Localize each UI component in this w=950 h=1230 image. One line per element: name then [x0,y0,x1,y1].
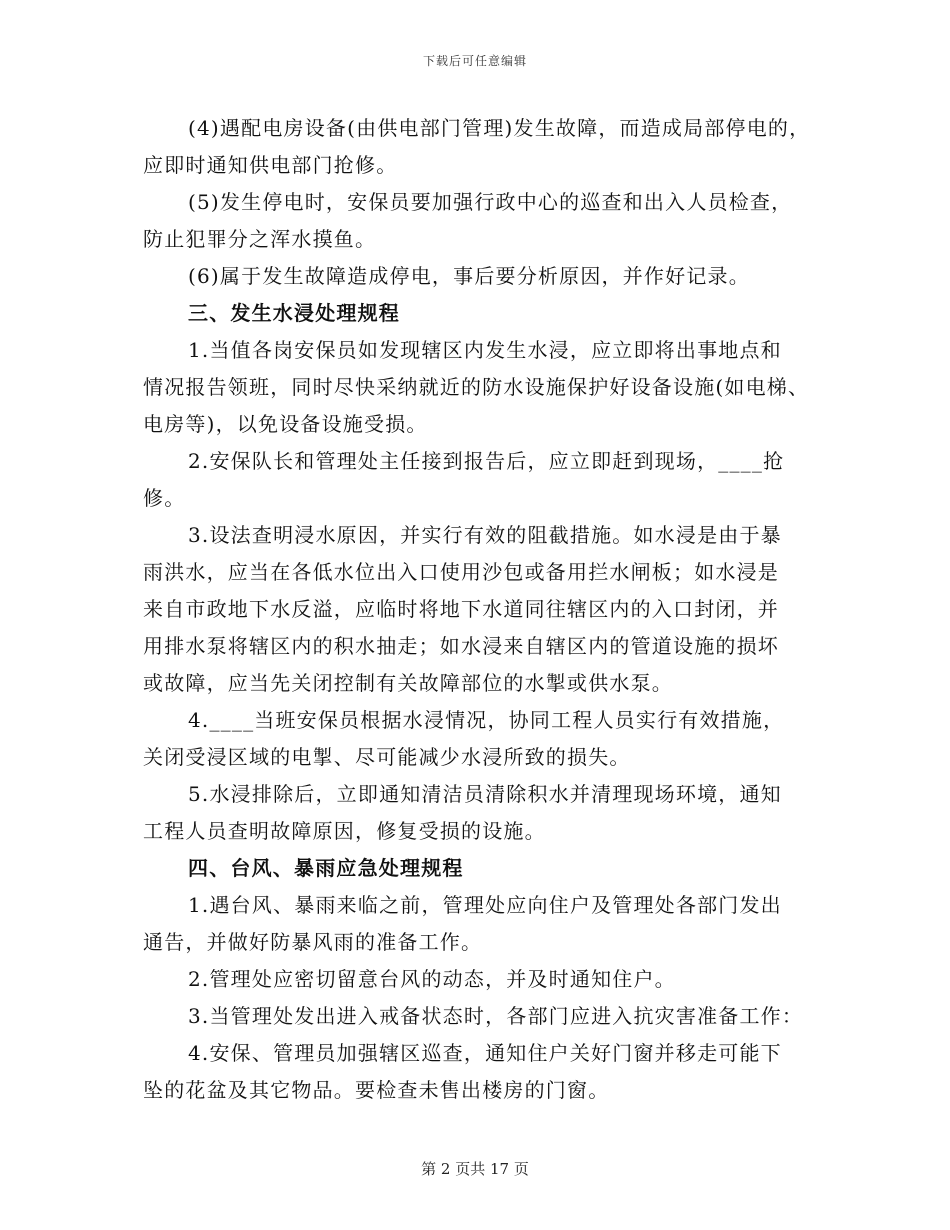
text-line: 2.管理处应密切留意台风的动态，并及时通知住户。 [188,967,676,991]
text-line: 应即时通知供电部门抢修。 [143,153,398,177]
text-line: 3.设法查明浸水原因，并实行有效的阻截措施。如水浸是由于暴 [188,523,782,547]
text-line: 雨洪水，应当在各低水位出入口使用沙包或备用拦水闸板；如水浸是 [143,560,779,584]
text-line: 1.当值各岗安保员如发现辖区内发生水浸，应立即将出事地点和 [188,338,782,362]
text-line: 4.安保、管理员加强辖区巡查，通知住户关好门窗并移走可能下 [188,1041,782,1065]
section-heading: 三、发生水浸处理规程 [188,301,400,325]
text-line: (4)遇配电房设备(由供电部门管理)发生故障，而造成局部停电的， [188,116,811,140]
page-header: 下载后可任意编辑 [422,54,527,68]
text-line: 1.遇台风、暴雨来临之前，管理处应向住户及管理处各部门发出 [188,893,782,917]
text-line: (5)发生停电时，安保员要加强行政中心的巡查和出入人员检查， [188,190,793,214]
text-line: (6)属于发生故障造成停电，事后要分析原因，并作好记录。 [188,264,750,288]
text-line: 情况报告领班，同时尽快采纳就近的防水设施保护好设备设施(如电梯、 [143,375,810,399]
page-number: 第 2 页共 17 页 [421,1160,529,1178]
text-line: 4.____当班安保员根据水浸情况，协同工程人员实行有效措施， [188,708,785,732]
text-line: 电房等)，以免设备设施受损。 [143,412,428,436]
text-line: 用排水泵将辖区内的积水抽走；如水浸来自辖区内的管道设施的损坏 [143,634,779,658]
text-line: 3.当管理处发出进入戒备状态时，各部门应进入抗灾害准备工作： [188,1004,804,1028]
text-line: 坠的花盆及其它物品。要检查未售出楼房的门窗。 [143,1078,610,1102]
text-line: 或故障，应当先关闭控制有关故障部位的水掣或供水泵。 [143,671,673,695]
text-line: 通告，并做好防暴风雨的准备工作。 [143,930,483,954]
text-line: 防止犯罪分之浑水摸鱼。 [143,227,377,251]
text-line: 修。 [143,486,186,510]
text-line: 关闭受浸区域的电掣、尽可能减少水浸所致的损失。 [143,745,631,769]
section-heading: 四、台风、暴雨应急处理规程 [188,856,464,880]
text-line: 5.水浸排除后，立即通知清洁员清除积水并清理现场环境，通知 [188,782,782,806]
document-body [143,110,823,1109]
text-line: 工程人员查明故障原因，修复受损的设施。 [143,819,546,843]
text-line: 2.安保队长和管理处主任接到报告后，应立即赶到现场，____抢 [188,449,785,473]
text-line: 来自市政地下水反溢，应临时将地下水道同往辖区内的入口封闭，并 [143,597,779,621]
